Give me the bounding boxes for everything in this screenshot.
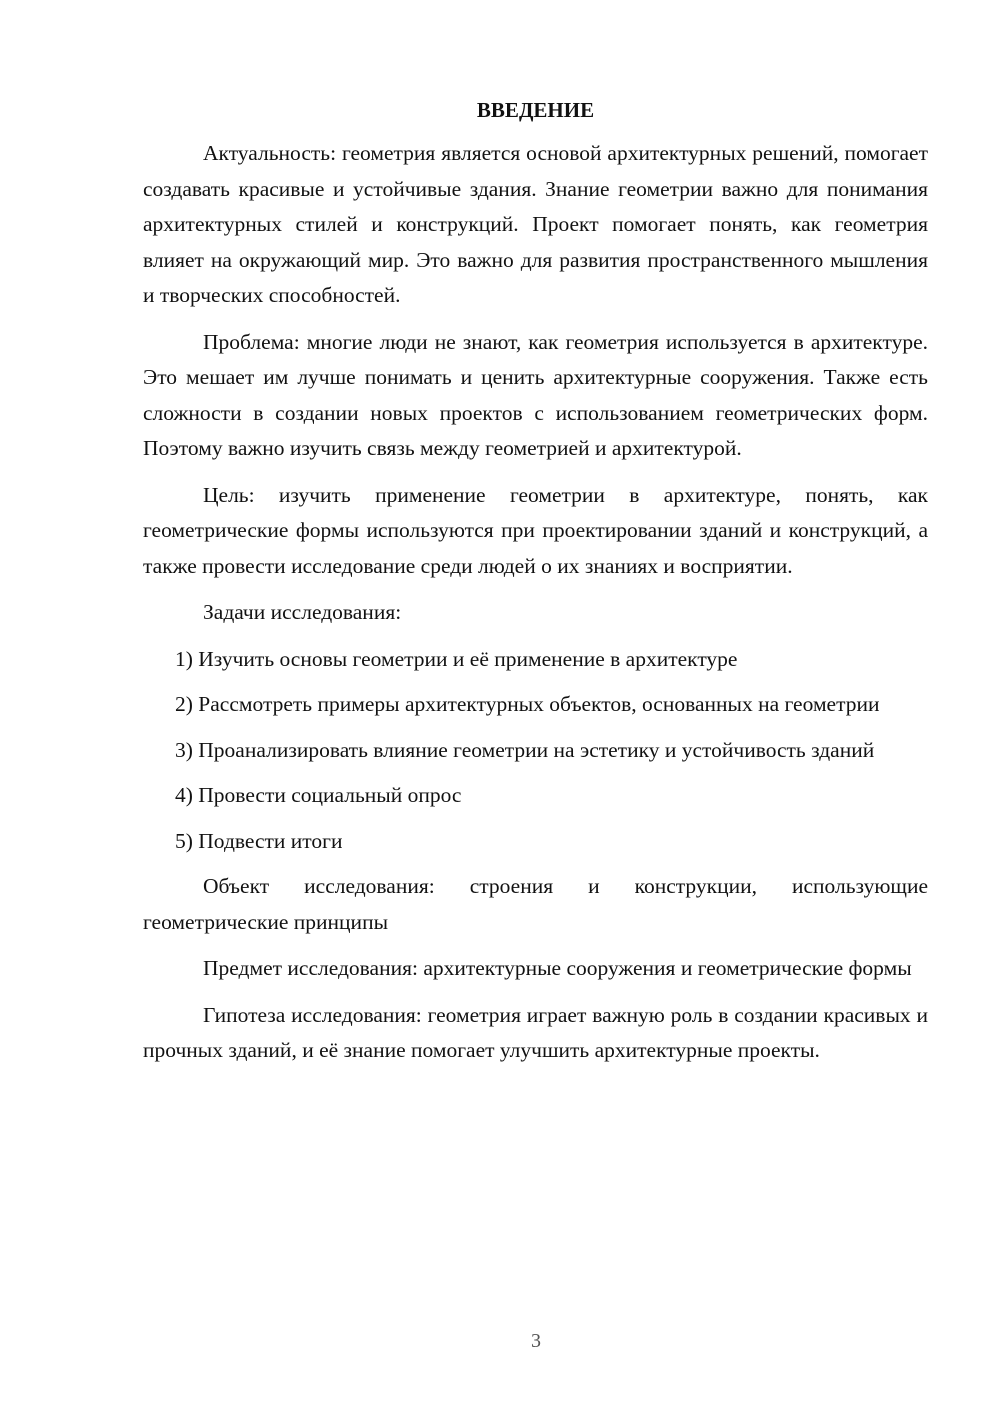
paragraph-subject: Предмет исследования: архитектурные сооружения и геометрические формы [203,956,912,980]
page-number: 3 [531,1330,541,1352]
tasks-heading: Задачи исследования: [203,600,402,624]
page-title: ВВЕДЕНИЕ [476,98,595,122]
paragraph-problem: Проблема: многие люди не знают, как геометрия используется в архитектуре. Это мешает им лучше понимать и ценить архитектурные сооружения. Также есть сложности в создании новых проектов с использованием геометрических форм. Поэтому важно изучить связь между геометрией и архитектурой. [143,329,928,460]
task-item-5: 5) Подвести итоги [175,828,343,853]
task-item-3: 3) Проанализировать влияние геометрии на эстетику и устойчивость зданий [175,737,875,762]
task-item-4: 4) Провести социальный опрос [175,783,462,807]
paragraph-hypothesis: Гипотеза исследования: геометрия играет важную роль в создании красивых и прочных зданий, и её знание помогает улучшить архитектурные проекты. [143,1002,928,1062]
task-item-2: 2) Рассмотреть примеры архитектурных объектов, основанных на геометрии [175,692,880,716]
paragraph-object: Объект исследования: строения и конструкции, использующие геометрические принципы [143,874,928,934]
page-content [143,90,928,1080]
paragraph-relevance: Актуальность: геометрия является основой архитектурных решений, помогает создавать красивые и устойчивые здания. Знание геометрии важно для понимания архитектурных стилей и конструкций. Проект помогает понять, как геометрия влияет на окружающий мир. Это важно для развития пространственного мышления и творческих способностей. [143,141,928,307]
paragraph-goal: Цель: изучить применение геометрии в архитектуре, понять, как геометрические формы используются при проектировании зданий и конструкций, а также провести исследование среди людей о их знаниях и восприятии. [143,482,928,578]
task-item-1: 1) Изучить основы геометрии и её применение в архитектуре [175,646,738,671]
